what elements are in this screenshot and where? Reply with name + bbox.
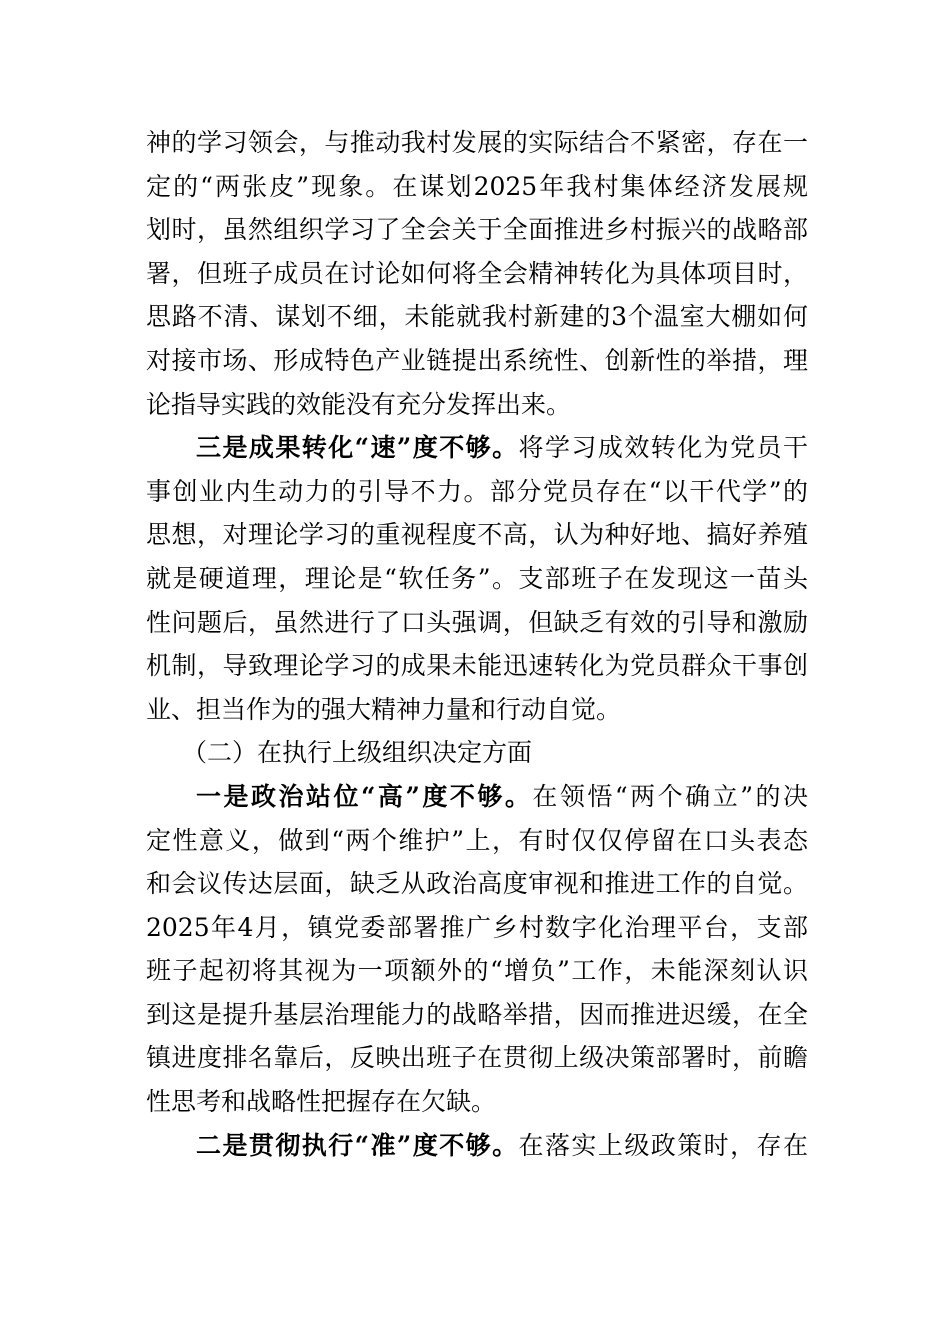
text-line: 署，但班子成员在讨论如何将全会精神转化为具体项目时， (146, 258, 808, 288)
paragraph-lead-text: 将学习成效转化为党员干 (518, 433, 808, 463)
text-line: 性思考和战略性把握存在欠缺。 (146, 1087, 497, 1117)
paragraph-political-stance (146, 775, 808, 1124)
section-heading: （二）在执行上级组织决定方面 (182, 738, 533, 768)
paragraph-result-conversion (146, 426, 808, 731)
text-line: 镇进度排名靠后，反映出班子在贯彻上级决策部署时，前瞻 (146, 1043, 808, 1073)
paragraph-lead-heading: 一是政治站位“高”度不够。 (196, 781, 533, 811)
text-line: 对接市场、形成特色产业链提出系统性、创新性的举措，理 (146, 345, 808, 375)
text-line: 论指导实践的效能没有充分发挥出来。 (146, 389, 572, 419)
paragraph-implementation (146, 1124, 808, 1168)
paragraph-lead-heading: 二是贯彻执行“准”度不够。 (196, 1130, 519, 1160)
text-line: 神的学习领会，与推动我村发展的实际结合不紧密，存在一 (146, 128, 808, 157)
paragraph-theory-practice (146, 121, 808, 426)
text-line: 就是硬道理，理论是“软任务”。支部班子在发现这一苗头 (146, 563, 808, 593)
text-line: 划时，虽然组织学习了全会关于全面推进乡村振兴的战略部 (146, 215, 808, 245)
text-line: 事创业内生动力的引导不力。部分党员存在“以干代学”的 (146, 476, 808, 506)
text-line: 班子起初将其视为一项额外的“增负”工作，未能深刻认识 (146, 956, 808, 986)
text-line (146, 775, 808, 819)
text-line: 业、担当作为的强大精神力量和行动自觉。 (146, 694, 622, 724)
text-line: 和会议传达层面，缺乏从政治高度审视和推进工作的自觉。 (146, 869, 808, 899)
text-line: 思路不清、谋划不细，未能就我村新建的3个温室大棚如何 (146, 302, 808, 332)
text-line (146, 1124, 808, 1168)
paragraph-lead-heading: 三是成果转化“速”度不够。 (196, 433, 519, 463)
text-line: 2025年4月，镇党委部署推广乡村数字化治理平台，支部 (146, 912, 808, 942)
paragraph-lead-text: 在领悟“两个确立”的决 (532, 781, 808, 811)
text-line (146, 426, 808, 470)
text-line: 思想，对理论学习的重视程度不高，认为种好地、搞好养殖 (146, 520, 808, 550)
document-body (146, 121, 808, 1167)
text-line: 到这是提升基层治理能力的战略举措，因而推进迟缓，在全 (146, 999, 808, 1029)
paragraph-lead-text: 在落实上级政策时，存在 (518, 1130, 808, 1160)
text-line: 定性意义，做到“两个维护”上，有时仅仅停留在口头表态 (146, 825, 808, 855)
text-line: 定的“两张皮”现象。在谋划2025年我村集体经济发展规 (146, 171, 808, 201)
text-line: 性问题后，虽然进行了口头强调，但缺乏有效的引导和激励 (146, 607, 808, 637)
text-line: 机制，导致理论学习的成果未能迅速转化为党员群众干事创 (146, 651, 808, 681)
